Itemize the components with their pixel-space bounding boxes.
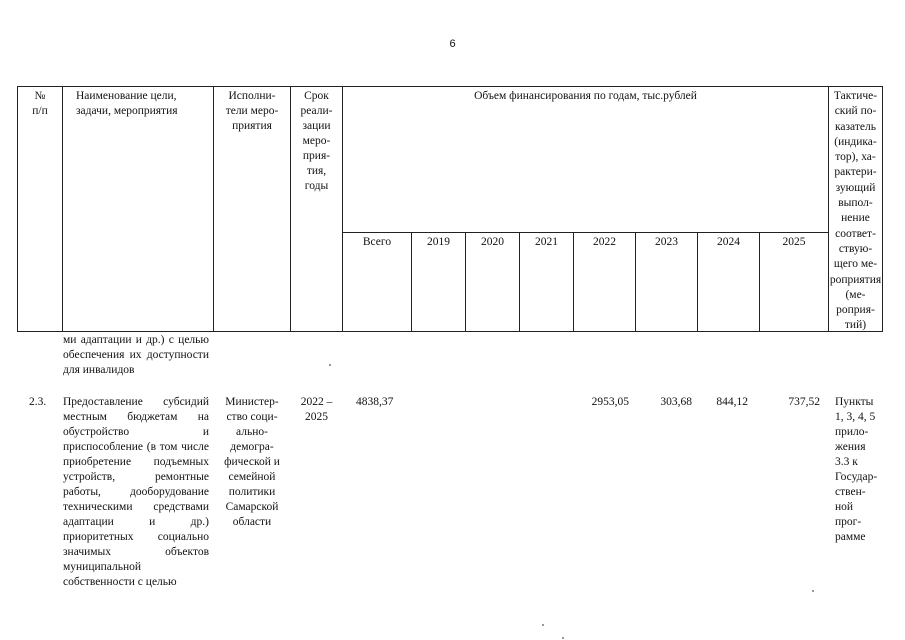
- col-border-num: [62, 86, 63, 331]
- col-border-term: [342, 86, 343, 331]
- header-indicator: Тактиче- ский по- казатель (индика- тор), ха- рактери- зующий выпол- нение соответ- ствую- щего ме- роприятия (ме- роприя- тий): [829, 90, 882, 332]
- row-indicator: Пункты 1, 3, 4, 5 прило- жения 3.3 к Государ- ствен- ной прог- рамме: [835, 396, 878, 543]
- row-2025: 737,52: [788, 396, 820, 408]
- header-financing: Объем финансирования по годам, тыс.рублей: [474, 90, 697, 102]
- financing-subheader-border: [342, 232, 828, 233]
- scan-speck: [329, 364, 331, 366]
- header-num: № п/п: [32, 90, 48, 117]
- header-name: Наименование цели, задачи, мероприятия: [76, 90, 178, 117]
- continuation-text: ми адаптации и др.) с целью обеспечения их доступности для инвалидов: [63, 334, 209, 376]
- row-name: Предоставление субсидий местным бюджетам на обустройство и приспособление (в том числе приобретение подъемных устройств, ремонтные работы, дооборудование техническими средствами адаптации и др.) приоритетных социально значимых объектов муниципальной собственности с целью: [63, 396, 209, 588]
- table-top-border: [17, 86, 883, 87]
- header-total: Всего: [362, 236, 392, 248]
- header-year-2024: 2024: [717, 236, 740, 248]
- scan-speck: [542, 624, 544, 626]
- scan-speck: [812, 590, 814, 592]
- row-num: 2.3.: [29, 396, 47, 408]
- header-year-2022: 2022: [593, 236, 616, 248]
- row-term: 2022 – 2025: [300, 396, 333, 423]
- page-number: 6: [449, 38, 456, 50]
- table-header-bottom-border: [17, 331, 883, 332]
- header-term: Срок реали- зации меро- прия- тия, годы: [300, 90, 333, 192]
- header-year-2023: 2023: [655, 236, 678, 248]
- header-year-2019: 2019: [427, 236, 450, 248]
- col-border-right: [882, 86, 883, 331]
- row-2022: 2953,05: [591, 396, 629, 408]
- row-total: 4838,37: [356, 396, 394, 408]
- row-executor: Министер- ство соци- ально- демогра- фической и семейной политики Самарской области: [224, 396, 280, 528]
- row-2024: 844,12: [716, 396, 748, 408]
- col-border-left: [17, 86, 18, 331]
- header-year-2020: 2020: [481, 236, 504, 248]
- row-2023: 303,68: [660, 396, 692, 408]
- header-executors: Исполни- тели меро- приятия: [225, 90, 279, 132]
- header-year-2021: 2021: [535, 236, 558, 248]
- header-year-2025: 2025: [782, 236, 806, 248]
- scan-speck: [562, 637, 564, 639]
